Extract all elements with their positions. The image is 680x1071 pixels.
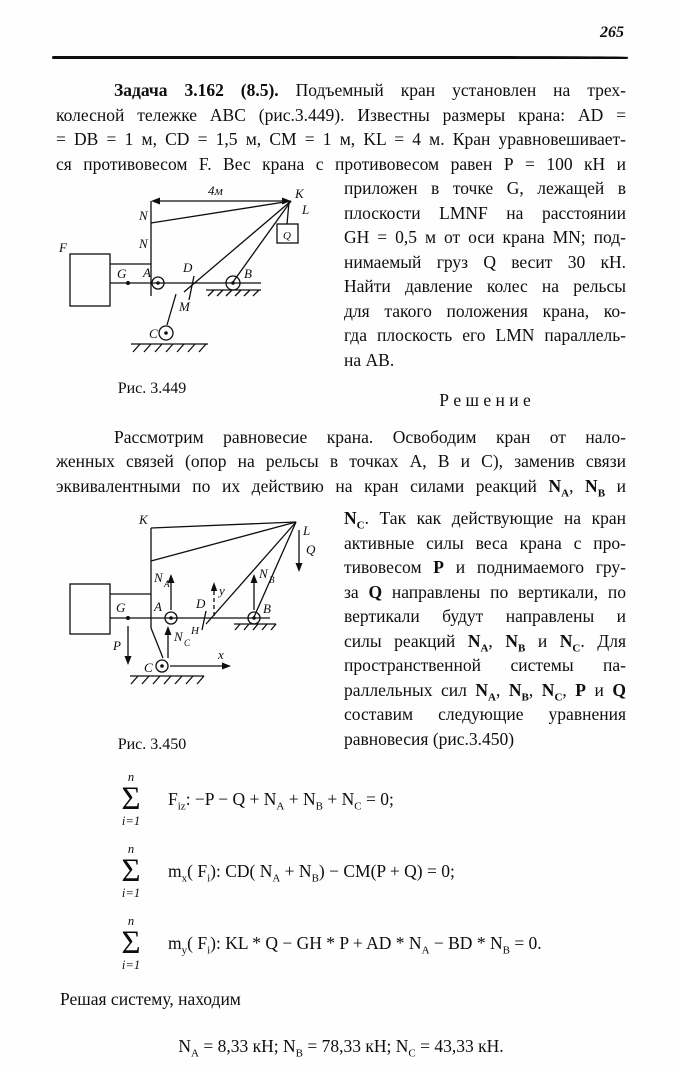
equation-my	[114, 915, 626, 972]
point-g-label: G	[116, 600, 126, 615]
sigma-glyph: Σ	[121, 925, 141, 961]
equation-body: $F_{iz}$: $-P - Q + N_A + N_B + N_C = 0$;	[168, 789, 394, 813]
force-nb-label: N	[259, 566, 268, 581]
point-m-label: M	[179, 299, 190, 314]
sigma-glyph: Σ	[121, 853, 141, 889]
crane-diagram-1	[56, 176, 344, 368]
point-c-label: C	[149, 326, 158, 341]
problem-wrapped-column	[344, 176, 626, 413]
point-l-label: L	[303, 523, 311, 538]
figure-2-caption: Рис. 3.450	[117, 735, 187, 753]
point-b-label: B	[263, 601, 271, 616]
force-nc-subscript: C	[184, 638, 191, 648]
point-d-label: D	[183, 260, 193, 275]
page-number: 265	[600, 24, 624, 41]
figure-crane-1	[56, 176, 344, 401]
sum-lower-limit: i=1	[121, 958, 141, 972]
equation-body: $m_x$( $F_i$): CD( $N_A + N_B) - CM(P + Q) = 0$;	[168, 861, 455, 885]
figure-1-column	[56, 176, 344, 401]
sum-upper-limit: n	[127, 842, 135, 856]
point-h-label: H	[191, 625, 199, 637]
point-n-upper-label: N	[139, 208, 148, 223]
summation-symbol	[114, 771, 148, 828]
figure-1-caption: Рис. 3.449	[117, 379, 187, 397]
sum-upper-limit: n	[127, 770, 135, 784]
axis-x-label: x	[218, 647, 224, 662]
crane-diagram-2	[56, 506, 344, 724]
point-l-label: L	[302, 202, 310, 217]
load-q-label: Q	[283, 230, 291, 242]
sigma-glyph: Σ	[121, 781, 141, 817]
figure-2-row	[56, 506, 626, 757]
force-na-subscript: A	[164, 579, 170, 589]
force-nc-label: N	[174, 629, 183, 644]
solution-wrapped-column	[344, 506, 626, 751]
point-g-label: G	[117, 266, 127, 281]
figure-1-row	[56, 176, 626, 413]
force-nb-subscript: B	[269, 575, 275, 585]
point-d-label: D	[196, 596, 206, 611]
results-line: $N_A = 8,33$ кН; $N_B = 78,33$ кН; $N_C = 43,33$ кН.	[178, 1035, 504, 1059]
solution-paragraph-2: $N_C$. Так как действующие на кран активные силы веса крана с про- тивовесом Р и поднимаемого гру- за Q направлены по вертикали, по вертикали будут направлены и силы реакций $N_A$, $N_B$ и $N_C$. Для пространственной системы па- раллельных сил $N_A$, $N_B$, $N_C$, Р и Q составим следующие уравнения равновесия (рис.3.450)	[344, 508, 627, 749]
force-p-label: Р	[113, 638, 121, 653]
counterweight-f-label: F	[59, 240, 67, 255]
point-n-lower-label: N	[139, 236, 148, 251]
sum-lower-limit: i=1	[121, 814, 141, 828]
point-k-label: K	[139, 512, 148, 527]
equations-block	[114, 771, 626, 972]
force-q-label: Q	[306, 542, 316, 557]
equation-fz	[114, 771, 626, 828]
solution-heading: Р е ш е н и е	[439, 390, 531, 410]
force-na-label: N	[154, 570, 163, 585]
summation-symbol	[114, 843, 148, 900]
point-k-label: K	[295, 186, 304, 201]
point-c-label: C	[144, 660, 153, 675]
summation-symbol	[114, 915, 148, 972]
figure-crane-2	[56, 506, 344, 757]
closing-lead: Решая систему, находим	[60, 989, 241, 1009]
axis-y-label: y	[219, 583, 225, 598]
equation-mx	[114, 843, 626, 900]
header-rule	[52, 56, 628, 59]
problem-statement-continued: приложен в точке G, лежащей в плоскости LMNF на расстоянии GH = 0,5 м от оси крана MN; под- нимаемый груз Q весит 30 кН. Найти давление колес на рельсы для такого положения крана, ко- гда плоскость его LMN параллель- на АВ.	[344, 178, 626, 370]
sum-lower-limit: i=1	[121, 886, 141, 900]
point-a-label: A	[154, 599, 162, 614]
figure-2-column	[56, 506, 344, 757]
dimension-label: 4м	[208, 183, 223, 198]
point-b-label: B	[244, 266, 252, 281]
equation-body: $m_y$( $F_i$): KL * Q − GH * P + AD * $N_A$ − BD * $N_B = 0$.	[168, 933, 542, 957]
solution-paragraph-1: Рассмотрим равновесие крана. Освободим кран от нало- женных связей (опор на рельсы в точках А, В и С), заменив связи эквивалентными по их действию на кран силами реакций $N_A$, $N_B$ и	[56, 426, 626, 499]
point-a-label: A	[143, 265, 151, 280]
problem-statement: Задача 3.162 (8.5). Подъемный кран установлен на трех- колесной тележке АВС (рис.3.449). Известны размеры крана: AD = = DB = 1 м, CD = 1,5 м, СМ = 1 м, KL = 4 м. Кран уравновешивает- ся противовесом F. Вес крана с противовесом равен Р = 100 кН и	[56, 80, 626, 174]
page-content	[56, 78, 626, 1058]
sum-upper-limit: n	[127, 914, 135, 928]
